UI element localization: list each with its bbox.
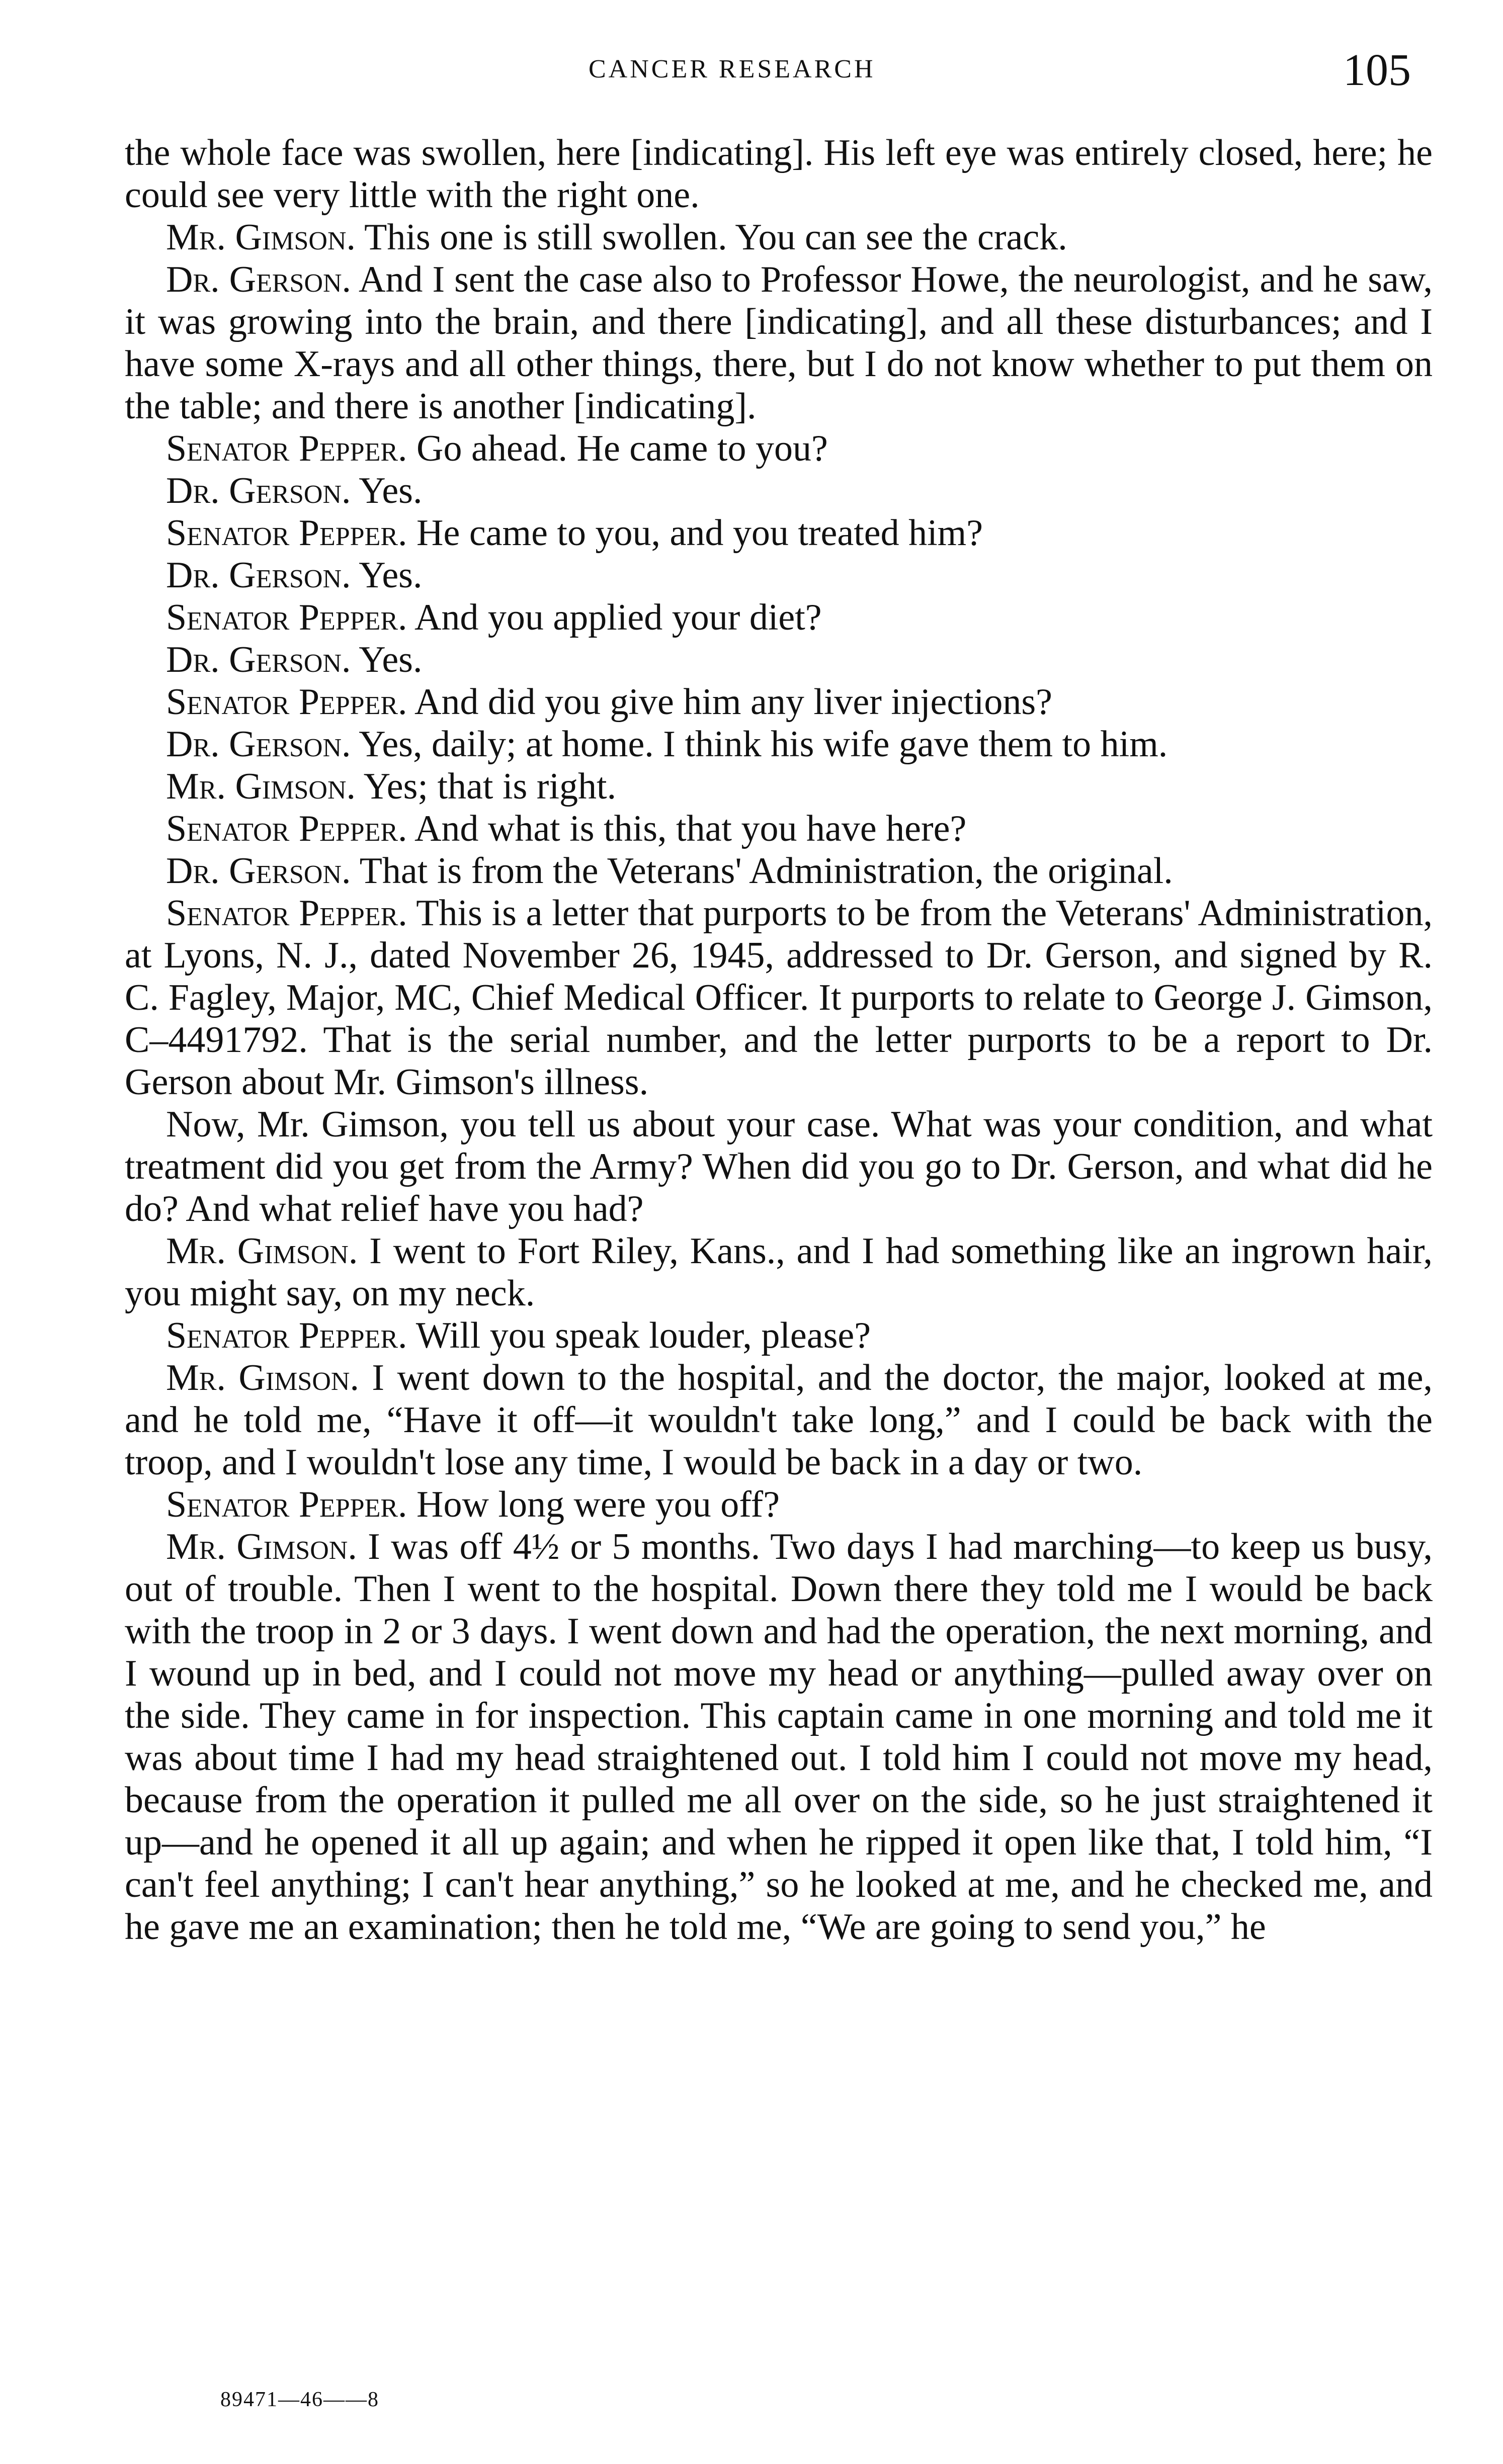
paragraph [125,1103,1433,1230]
paragraph [125,427,1433,470]
paragraph [125,808,1433,850]
speaker-name: Senator Pepper. [166,681,407,723]
speaker-name: Dr. Gerson. [166,639,351,680]
speaker-name: Senator Pepper. [166,893,407,934]
paragraph [125,850,1433,892]
paragraph [125,723,1433,765]
paragraph-text: Go ahead. He came to you? [407,428,828,469]
paragraph-text: And did you give him any liver injections? [407,681,1052,723]
running-head: CANCER RESEARCH [589,55,876,83]
paragraph-text: the whole face was swollen, here [indicating]. His left eye was entirely closed, here; he could see very little with the right one. [125,132,1433,216]
paragraph [125,1483,1433,1526]
paragraph [125,1357,1433,1483]
paragraph [125,681,1433,723]
speaker-name: Senator Pepper. [166,512,407,554]
speaker-name: Dr. Gerson. [166,724,351,765]
paragraph-text: And I sent the case also to Professor Howe, the neurologist, and he saw, it was growing into the brain, and there [indicating], and all these disturbances; and I have some X-rays and all other things, there, but I do not know whether to put them on the table; and there is another [indicating]. [125,259,1433,427]
speaker-name: Mr. Gimson. [166,1230,358,1272]
speaker-name: Mr. Gimson. [166,1526,357,1567]
paragraph-text: This one is still swollen. You can see the crack. [356,217,1067,258]
paragraph-text: I went down to the hospital, and the doctor, the major, looked at me, and he told me, “Have it off—it wouldn't take long,” and I could be back with the troop, and I wouldn't lose any time, I would be back in a day or two. [125,1357,1433,1483]
speaker-name: Senator Pepper. [166,597,407,638]
paragraph [125,1314,1433,1357]
print-code: 89471—46——8 [220,2388,379,2411]
paragraph [125,892,1433,1103]
speaker-name: Mr. Gimson. [166,766,356,807]
paragraph [125,512,1433,554]
paragraph-text: And what is this, that you have here? [407,808,967,849]
speaker-name: Dr. Gerson. [166,259,352,300]
speaker-name: Dr. Gerson. [166,850,351,892]
speaker-name: Senator Pepper. [166,1484,407,1525]
body-text [125,132,1433,1948]
paragraph [125,132,1433,216]
paragraph-text: I was off 4½ or 5 months. Two days I had marching—to keep us busy, out of trouble. Then I went to the hospital. Down there they told me I would be back with the troop in 2 or 3 days. I went down and had the operation, the next morning, and I wound up in bed, and I could not move my head or anything—pulled away over on the side. They came in for inspection. This captain came in one morning and told me it was about time I had my head straightened out. I told him I could not move my head, because from the operation it pulled me all over on the side, so he just straightened it up—and he opened it all up again; and when he ripped it open like that, I told him, “I can't feel anything; I can't hear anything,” so he looked at me, and he checked me, and he gave me an examination; then he told me, “We are going to send you,” he [125,1526,1433,1948]
paragraph-text: That is from the Veterans' Administration, the original. [351,850,1173,892]
paragraph-text: And you applied your diet? [407,597,822,638]
paragraph [125,258,1433,427]
paragraph-text: Yes. [351,470,423,511]
paragraph [125,216,1433,258]
paragraph-text: Yes. [351,639,423,680]
paragraph-text: This is a letter that purports to be from the Veterans' Administration, at Lyons, N. J., dated November 26, 1945, addressed to Dr. Gerson, and signed by R. C. Fagley, Major, MC, Chief Medical Officer. It purports to relate to George J. Gimson, C–4491792. That is the serial number, and the letter purports to be a report to Dr. Gerson about Mr. Gimson's illness. [125,893,1433,1103]
paragraph-text: I went to Fort Riley, Kans., and I had something like an ingrown hair, you might say, on my neck. [125,1230,1433,1314]
paragraph-text: Now, Mr. Gimson, you tell us about your case. What was your condition, and what treatment did you get from the Army? When did you go to Dr. Gerson, and what did he do? And what relief have you had? [125,1104,1433,1229]
paragraph-text: Yes, daily; at home. I think his wife gave them to him. [351,724,1168,765]
page-number: 105 [1343,45,1411,95]
paragraph [125,554,1433,596]
paragraph-text: Will you speak louder, please? [407,1315,871,1356]
speaker-name: Senator Pepper. [166,808,407,849]
paragraph-text: Yes. [351,555,423,596]
paragraph [125,470,1433,512]
speaker-name: Senator Pepper. [166,1315,407,1356]
speaker-name: Senator Pepper. [166,428,407,469]
paragraph-text: He came to you, and you treated him? [407,512,983,554]
paragraph-text: How long were you off? [407,1484,780,1525]
speaker-name: Dr. Gerson. [166,555,351,596]
speaker-name: Dr. Gerson. [166,470,351,511]
speaker-name: Mr. Gimson. [166,1357,359,1398]
paragraph [125,1526,1433,1948]
paragraph-text: Yes; that is right. [356,766,617,807]
paragraph [125,765,1433,808]
paragraph [125,1230,1433,1314]
paragraph [125,596,1433,639]
paragraph [125,639,1433,681]
speaker-name: Mr. Gimson. [166,217,356,258]
